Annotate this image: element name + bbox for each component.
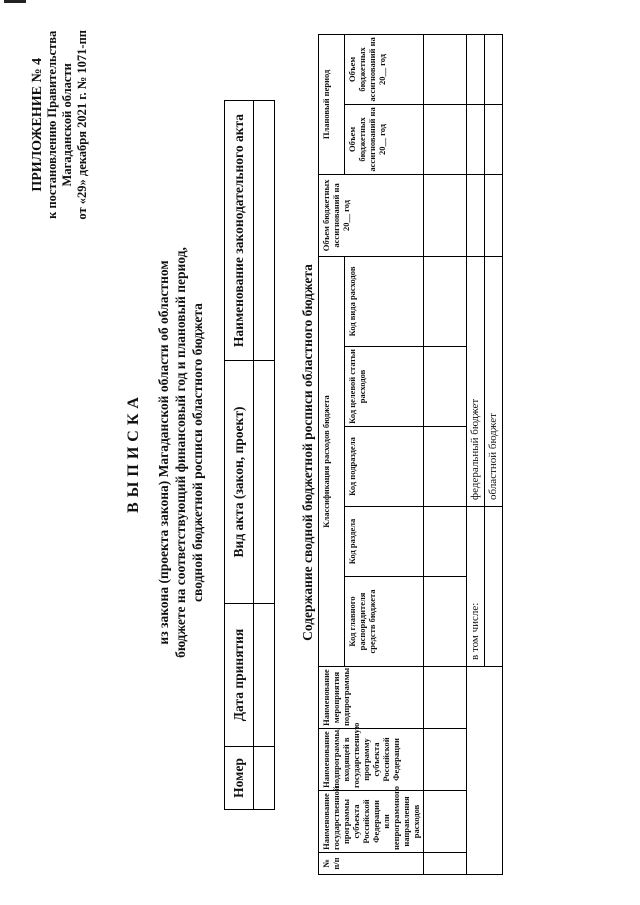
title-line-3: сводной бюджетной росписи областного бюджета [190,303,205,602]
classification-group: Классификация расходов бюджета [319,256,345,666]
title-line-1: из закона (проекта закона) Магаданской области об областном [156,260,171,645]
col-type: Код вида расходов [345,256,424,346]
header-line-2: Магаданской области [60,63,74,187]
act-col-name: Наименование законодательного акта [225,101,254,361]
col-event: Наименование мероприятия подпрограммы [319,667,424,729]
col-section: Код раздела [345,507,424,577]
regional-budget-label: областной бюджет [485,256,503,506]
header-line-1: к постановлению Правительства [45,30,59,219]
header-line-3: от «29» декабря 2021 г. № 1071-пп [75,30,89,220]
col-target: Код целевой статьи расходов [345,347,424,427]
document-header [30,30,90,220]
document-title [125,0,206,905]
act-table-row [254,101,275,810]
col-plan2: Объем бюджетных ассигнований на 20__ год [345,34,424,104]
budget-table [318,34,503,875]
act-table [224,100,275,810]
budget-table-federal-row [467,34,485,874]
section-title: Содержание сводной бюджетной росписи областного бюджета [300,264,315,641]
title-main: ВЫПИСКА [125,392,142,513]
col-plan1: Объем бюджетных ассигнований на 20__ год [345,104,424,174]
col-num: № п/п [319,853,424,875]
col-subprogram: Наименование подпрограммы, входящей в государственную программу субъекта Российской Федерации [319,729,424,791]
col-volume: Объем бюджетных ассигнований на 20__ год [319,174,424,256]
col-grbs: Код главного распорядителя средств бюджета [345,577,424,667]
act-col-type: Вид акта (закон, проект) [225,361,254,604]
including-label: в том числе: [467,507,485,667]
budget-table-header-row-1 [319,34,345,874]
appendix-number: ПРИЛОЖЕНИЕ № 4 [30,57,45,192]
act-col-number: Номер [225,747,254,810]
col-program: Наименование государственной программы субъекта Российской Федерации или непрограммного направления расходов [319,791,424,853]
act-table-header-row [225,101,254,810]
col-subsection: Код подраздела [345,427,424,507]
act-col-date: Дата принятия [225,604,254,747]
plan-group: Плановый период [319,34,345,174]
budget-table-empty-row [424,34,467,874]
title-line-2: бюджете на соответствующий финансовый год и плановый период, [173,247,188,658]
federal-budget-label: федеральный бюджет [467,256,485,506]
